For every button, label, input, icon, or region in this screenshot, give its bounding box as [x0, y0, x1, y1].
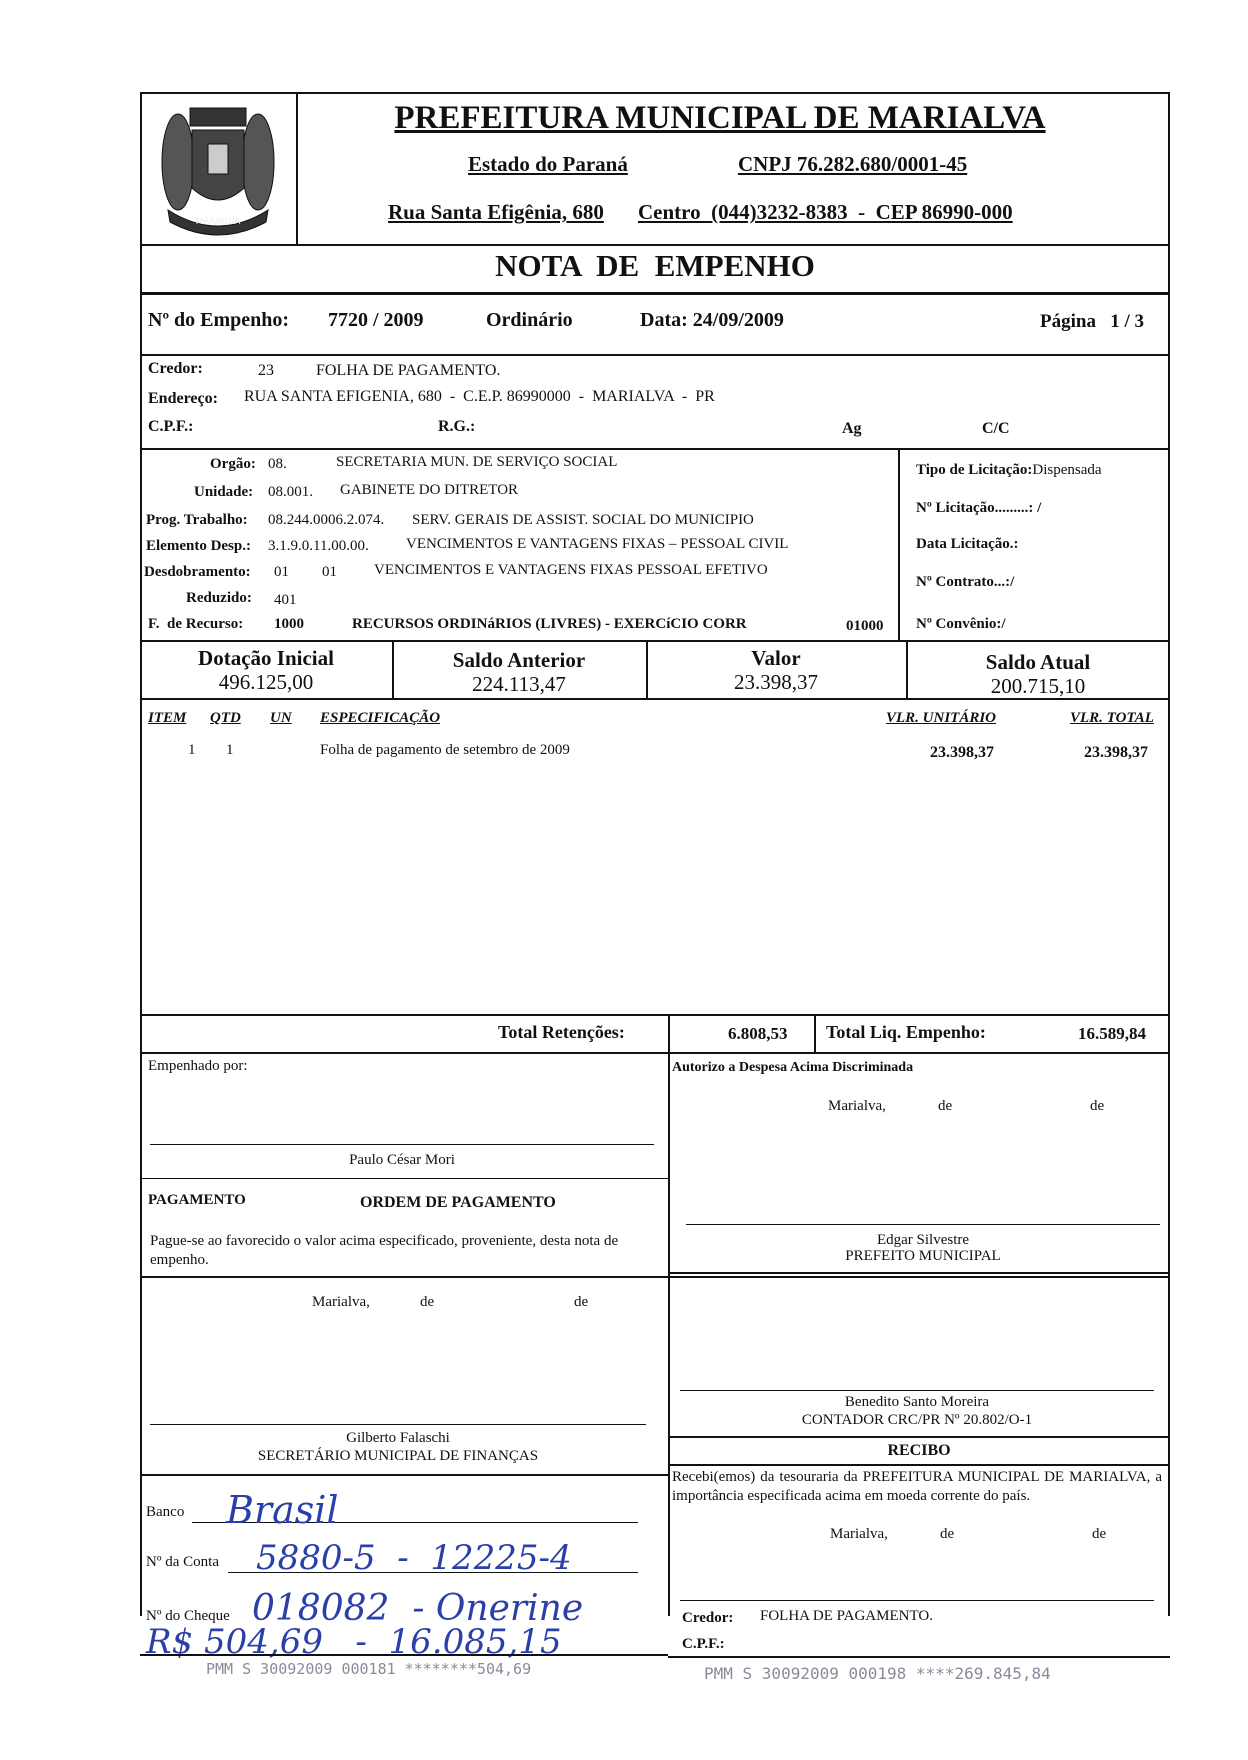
- desdobramento-code-2: 01: [322, 564, 337, 580]
- recibo-de-2: de: [1092, 1526, 1107, 1542]
- contador-name: Benedito Santo Moreira: [844, 1394, 990, 1410]
- recibo-title: RECIBO: [887, 1442, 951, 1459]
- fonte-recurso-code-2: 01000: [846, 618, 884, 634]
- state-label: Estado do Paraná: [468, 152, 628, 176]
- svg-text:MARIALVA: MARIALVA: [195, 217, 241, 227]
- contact-label: Centro (044)3232-8383 - CEP 86990-000: [638, 200, 1013, 224]
- recibo-credor-name: FOLHA DE PAGAMENTO.: [760, 1608, 933, 1624]
- col-valor-total: VLR. TOTAL: [1070, 710, 1154, 726]
- cpf-label: C.P.F.:: [148, 418, 194, 435]
- reduzido-label: Reduzido:: [186, 590, 252, 606]
- stamp-left: PMM S 30092009 000181 ********504,69: [206, 1660, 532, 1678]
- credor-label: Credor:: [148, 360, 203, 377]
- fonte-recurso-value: RECURSOS ORDINáRIOS (LIVRES) - EXERCíCIO CORR: [352, 616, 747, 632]
- conta-handwritten: 5880-5 - 12225-4: [256, 1538, 572, 1578]
- empenhado-por-label: Empenhado por:: [148, 1058, 248, 1074]
- stamp-right: PMM S 30092009 000198 ****269.845,84: [704, 1664, 1051, 1683]
- secretario-name: Gilberto Falaschi: [346, 1430, 450, 1446]
- empenho-date: Data: 24/09/2009: [640, 309, 784, 331]
- total-retencoes-value: 6.808,53: [728, 1024, 788, 1043]
- endereco-label: Endereço:: [148, 390, 218, 407]
- prefeito-name: Edgar Silvestre: [876, 1232, 970, 1248]
- col-un: UN: [270, 710, 292, 726]
- valor-value: 23.398,37: [734, 670, 818, 694]
- row-qtd: 1: [226, 742, 234, 758]
- recibo-credor-label: Credor:: [682, 1610, 734, 1626]
- total-retencoes-label: Total Retenções:: [498, 1022, 625, 1042]
- saldo-anterior-value: 224.113,47: [472, 672, 566, 696]
- pagamento-texto: Pague-se ao favorecido o valor acima especificado, proveniente, desta nota de empenho.: [150, 1233, 619, 1268]
- valores-handwritten: R$ 504,69 - 16.085,15: [146, 1622, 562, 1662]
- row-valor-unitario: 23.398,37: [930, 744, 994, 761]
- autorizo-de-1: de: [938, 1098, 953, 1114]
- licitacao-type-label: Tipo de Licitação:Dispensada: [916, 462, 1102, 478]
- autorizo-local: Marialva,: [828, 1098, 886, 1114]
- orgao-code: 08.: [268, 456, 287, 472]
- total-liquido-value: 16.589,84: [1078, 1024, 1146, 1043]
- autorizo-label: Autorizo a Despesa Acima Discriminada: [672, 1060, 914, 1075]
- total-liquido-label: Total Liq. Empenho:: [826, 1022, 986, 1042]
- desdobramento-value: VENCIMENTOS E VANTAGENS FIXAS PESSOAL EFETIVO: [374, 562, 768, 578]
- address-label: Rua Santa Efigênia, 680: [388, 200, 604, 224]
- col-valor-unitario: VLR. UNITÁRIO: [886, 710, 997, 726]
- col-item: ITEM: [148, 710, 187, 726]
- page-number: Página 1 / 3: [1040, 311, 1144, 332]
- unidade-value: GABINETE DO DITRETOR: [340, 482, 519, 498]
- prog-value: SERV. GERAIS DE ASSIST. SOCIAL DO MUNICIPIO: [412, 512, 754, 528]
- col-qtd: QTD: [210, 710, 241, 726]
- recibo-cpf-label: C.P.F.:: [682, 1636, 725, 1652]
- cheque-handwritten: 018082 - Onerine: [252, 1588, 584, 1629]
- reduzido-value: 401: [274, 592, 297, 608]
- unidade-code: 08.001.: [268, 484, 313, 500]
- banco-label: Banco: [146, 1504, 185, 1520]
- fonte-recurso-code: 1000: [274, 616, 304, 632]
- orgao-label: Orgão:: [210, 456, 256, 472]
- convenio-number: Nº Convênio:/: [916, 616, 1006, 632]
- saldo-atual-label: Saldo Atual: [985, 650, 1091, 674]
- fonte-recurso-label: F. de Recurso:: [148, 616, 244, 632]
- pagamento-de-1: de: [420, 1294, 435, 1310]
- elemento-value: VENCIMENTOS E VANTAGENS FIXAS – PESSOAL CIVIL: [406, 536, 789, 552]
- cc-label: C/C: [982, 420, 1010, 437]
- empenhado-por-name: Paulo César Mori: [349, 1152, 455, 1168]
- recibo-de-1: de: [940, 1526, 955, 1542]
- doc-title: NOTA DE EMPENHO: [495, 248, 815, 283]
- desdobramento-code-1: 01: [274, 564, 289, 580]
- desdobramento-label: Desdobramento:: [144, 564, 251, 580]
- unidade-label: Unidade:: [194, 484, 254, 500]
- rg-label: R.G.:: [438, 418, 476, 435]
- pagamento-label: PAGAMENTO: [148, 1192, 246, 1208]
- cnpj-label: CNPJ 76.282.680/0001-45: [738, 152, 968, 176]
- elemento-label: Elemento Desp.:: [146, 538, 251, 554]
- empenho-number: 7720 / 2009: [328, 309, 424, 331]
- elemento-code: 3.1.9.0.11.00.00.: [268, 538, 369, 554]
- col-especificacao: ESPECIFICAÇÃO: [320, 710, 441, 726]
- contador-cargo: CONTADOR CRC/PR Nº 20.802/O-1: [801, 1412, 1033, 1428]
- prog-label: Prog. Trabalho:: [146, 512, 248, 528]
- secretario-cargo: SECRETÁRIO MUNICIPAL DE FINANÇAS: [257, 1448, 539, 1464]
- row-valor-total: 23.398,37: [1084, 744, 1148, 761]
- prefeito-cargo: PREFEITO MUNICIPAL: [845, 1248, 1001, 1264]
- pagamento-local: Marialva,: [312, 1294, 370, 1310]
- saldo-atual-value: 200.715,10: [990, 674, 1086, 698]
- conta-label: Nº da Conta: [146, 1554, 219, 1570]
- page-title: PREFEITURA MUNICIPAL DE MARIALVA: [394, 100, 1046, 136]
- pagamento-de-2: de: [574, 1294, 589, 1310]
- licitacao-number: Nº Licitação.........: /: [916, 500, 1042, 516]
- recibo-texto: Recebi(emos) da tesouraria da PREFEITURA MUNICIPAL DE MARIALVA, a importância especificada acima em moeda corrente do país.: [672, 1469, 1162, 1504]
- row-especificacao: Folha de pagamento de setembro de 2009: [320, 742, 570, 758]
- ordem-pagamento-label: ORDEM DE PAGAMENTO: [360, 1194, 556, 1211]
- valor-label: Valor: [751, 646, 801, 670]
- orgao-value: SECRETARIA MUN. DE SERVIÇO SOCIAL: [336, 454, 618, 470]
- banco-handwritten: Brasil: [226, 1488, 339, 1532]
- autorizo-de-2: de: [1090, 1098, 1105, 1114]
- empenho-number-label: Nº do Empenho:: [148, 309, 290, 331]
- dotacao-inicial-value: 496.125,00: [218, 670, 314, 694]
- dotacao-inicial-label: Dotação Inicial: [198, 646, 334, 670]
- ag-label: Ag: [842, 420, 862, 437]
- empenho-type: Ordinário: [486, 309, 573, 331]
- saldo-anterior-label: Saldo Anterior: [452, 648, 586, 672]
- recibo-local: Marialva,: [830, 1526, 888, 1542]
- endereco-value: RUA SANTA EFIGENIA, 680 - C.E.P. 86990000 - MARIALVA - PR: [244, 388, 715, 405]
- licitacao-date: Data Licitação.:: [916, 536, 1019, 552]
- row-item: 1: [188, 742, 196, 758]
- cheque-label: Nº do Cheque: [146, 1608, 230, 1624]
- prog-code: 08.244.0006.2.074.: [268, 512, 385, 528]
- contrato-number: Nº Contrato...:/: [916, 574, 1015, 590]
- credor-code: 23: [258, 362, 274, 379]
- credor-name: FOLHA DE PAGAMENTO.: [316, 362, 501, 379]
